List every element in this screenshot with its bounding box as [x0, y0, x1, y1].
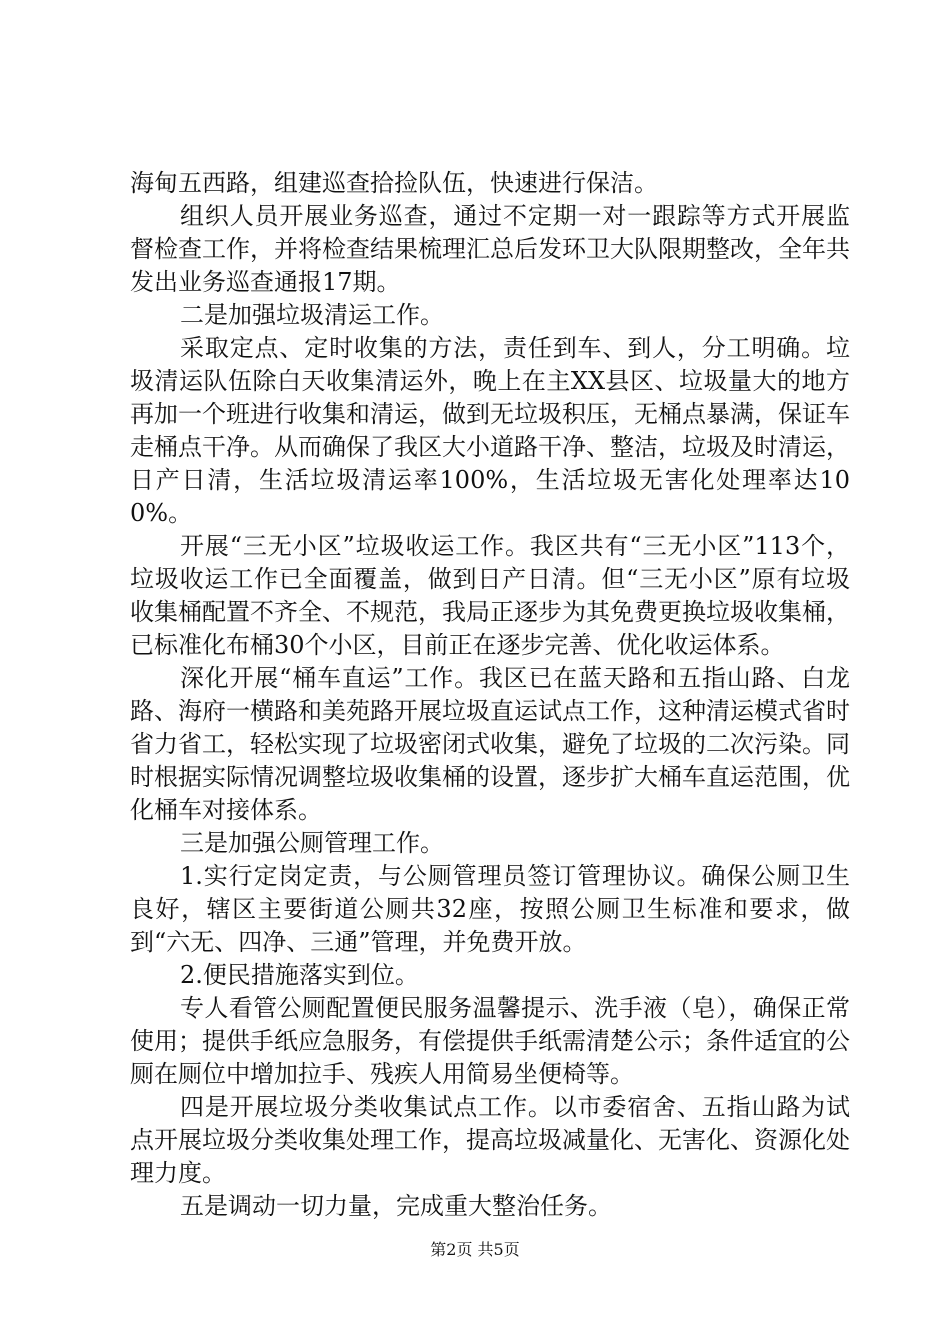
- paragraph: 四是开展垃圾分类收集试点工作。以市委宿舍、五指山路为试点开展垃圾分类收集处理工作，提高垃圾减量化、无害化、资源化处理力度。: [130, 1093, 850, 1187]
- paragraph: 1.实行定岗定责，与公厕管理员签订管理协议。确保公厕卫生良好，辖区主要街道公厕共32座，按照公厕卫生标准和要求，做到“六无、四净、三通”管理，并免费开放。: [130, 862, 850, 956]
- subsection-heading: 2.便民措施落实到位。: [180, 961, 419, 989]
- page-footer: 第2页 共5页: [430, 1240, 520, 1259]
- paragraph: 开展“三无小区”垃圾收运工作。我区共有“三无小区”113个，垃圾收运工作已全面覆盖，做到日产日清。但“三无小区”原有垃圾收集桶配置不齐全、不规范，我局正逐步为其免费更换垃圾收集桶，已标准化布桶30个小区，目前正在逐步完善、优化收运体系。: [130, 532, 850, 659]
- paragraph: 海甸五西路，组建巡查拾捡队伍，快速进行保洁。: [130, 169, 658, 197]
- paragraph: 组织人员开展业务巡查，通过不定期一对一跟踪等方式开展监督检查工作，并将检查结果梳理汇总后发环卫大队限期整改，全年共发出业务巡查通报17期。: [130, 202, 850, 296]
- paragraph: 深化开展“桶车直运”工作。我区已在蓝天路和五指山路、白龙路、海府一横路和美苑路开展垃圾直运试点工作，这种清运模式省时省力省工，轻松实现了垃圾密闭式收集，避免了垃圾的二次污染。同时根据实际情况调整垃圾收集桶的设置，逐步扩大桶车直运范围，优化桶车对接体系。: [130, 664, 850, 824]
- paragraph: 采取定点、定时收集的方法，责任到车、到人，分工明确。垃圾清运队伍除白天收集清运外，晚上在主XX县区、垃圾量大的地方再加一个班进行收集和清运，做到无垃圾积压，无桶点暴满，保证车走桶点干净。从而确保了我区大小道路干净、整洁，垃圾及时清运，日产日清，生活垃圾清运率100%，生活垃圾无害化处理率达100%。: [130, 334, 850, 527]
- paragraph: 专人看管公厕配置便民服务温馨提示、洗手液（皂），确保正常使用；提供手纸应急服务，有偿提供手纸需清楚公示；条件适宜的公厕在厕位中增加拉手、残疾人用简易坐便椅等。: [130, 994, 850, 1088]
- section-heading: 二是加强垃圾清运工作。: [180, 301, 444, 329]
- section-heading: 三是加强公厕管理工作。: [180, 829, 444, 857]
- section-heading: 五是调动一切力量，完成重大整治任务。: [180, 1192, 612, 1220]
- document-body: [130, 167, 850, 1223]
